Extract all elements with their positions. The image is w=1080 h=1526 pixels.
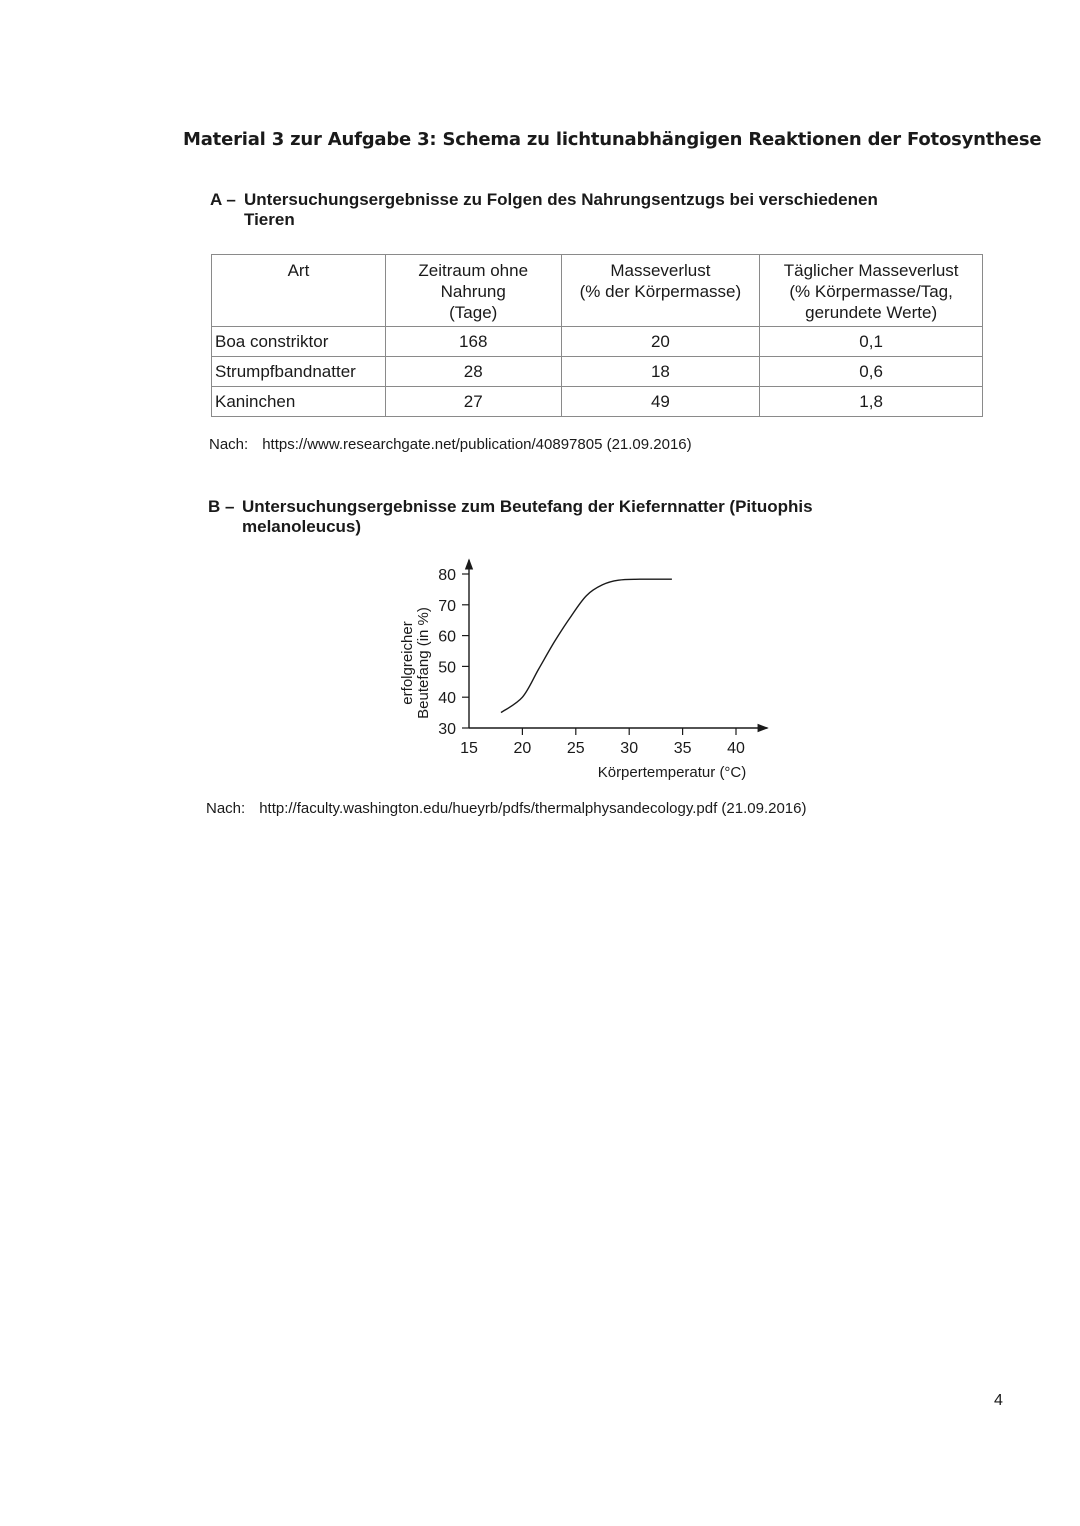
table-cell: Kaninchen bbox=[212, 387, 386, 417]
table-row bbox=[212, 357, 983, 387]
series-line bbox=[501, 579, 672, 712]
table-row bbox=[212, 327, 983, 357]
y-tick-label: 60 bbox=[438, 628, 456, 646]
source-b-label: Nach: bbox=[206, 800, 246, 817]
x-axis-label: Körpertemperatur (°C) bbox=[597, 764, 747, 781]
x-tick-label: 25 bbox=[566, 740, 585, 757]
header-taeglicher-masseverlust bbox=[760, 255, 983, 327]
header-text: Nahrung bbox=[440, 282, 506, 301]
section-a-heading-line1: Untersuchungsergebnisse zu Folgen des Nahrungsentzugs bei verschiedenen bbox=[244, 190, 878, 209]
table-cell: 0,1 bbox=[760, 327, 983, 357]
table-cell: Strumpfbandnatter bbox=[212, 357, 386, 387]
table-cell: 1,8 bbox=[760, 387, 983, 417]
y-tick-label: 50 bbox=[438, 659, 456, 677]
section-a-letter: A – bbox=[210, 190, 236, 209]
source-b-link[interactable]: http://faculty.washington.edu/hueyrb/pdfs/thermalphysandecology.pdf (21.09.2016) bbox=[259, 800, 807, 817]
y-tick-label: 30 bbox=[438, 721, 456, 738]
section-a-heading-line2: Tieren bbox=[244, 210, 295, 229]
material-title: Material 3 zur Aufgabe 3: Schema zu lichtunabhängigen Reaktionen der Fotosynthese bbox=[183, 129, 1042, 150]
table-row bbox=[212, 387, 983, 417]
x-tick-label: 40 bbox=[727, 740, 745, 757]
source-a-link[interactable]: https://www.researchgate.net/publication/40897805 (21.09.2016) bbox=[262, 436, 692, 453]
header-text: Zeitraum ohne bbox=[418, 261, 529, 280]
table-cell: 49 bbox=[561, 387, 760, 417]
header-masseverlust bbox=[561, 255, 760, 327]
table-cell: Boa constriktor bbox=[212, 327, 386, 357]
y-tick-label: 80 bbox=[438, 567, 456, 584]
x-tick-label: 30 bbox=[620, 740, 639, 757]
page-number: 4 bbox=[994, 1392, 1003, 1409]
header-text: (% der Körpermasse) bbox=[579, 282, 742, 301]
table-cell: 27 bbox=[385, 387, 561, 417]
table-cell: 28 bbox=[385, 357, 561, 387]
header-text: (% Körpermasse/Tag, bbox=[789, 282, 953, 301]
source-a bbox=[209, 436, 692, 453]
source-a-label: Nach: bbox=[209, 436, 249, 453]
source-b bbox=[206, 800, 806, 817]
header-text: Masseverlust bbox=[610, 261, 711, 280]
x-tick-label: 15 bbox=[460, 740, 478, 757]
y-axis-label-line2: Beutefang (in %) bbox=[415, 607, 432, 719]
table-cell: 20 bbox=[561, 327, 760, 357]
header-zeitraum bbox=[385, 255, 561, 327]
section-b-heading bbox=[208, 497, 908, 537]
table-cell: 18 bbox=[561, 357, 760, 387]
header-text: gerundete Werte) bbox=[805, 303, 938, 322]
starvation-table bbox=[211, 254, 983, 417]
x-tick-label: 20 bbox=[513, 740, 532, 757]
prey-capture-chart bbox=[380, 550, 780, 785]
y-axis-label-line1: erfolgreicher bbox=[399, 621, 416, 705]
section-b-heading-line1: Untersuchungsergebnisse zum Beutefang der Kiefernnatter (Pituophis bbox=[242, 497, 813, 516]
y-tick-label: 70 bbox=[438, 597, 456, 615]
header-text: (Tage) bbox=[449, 303, 498, 322]
table-cell: 168 bbox=[385, 327, 561, 357]
x-tick-label: 35 bbox=[673, 740, 692, 757]
table-header-row bbox=[212, 255, 983, 327]
section-b-letter: B – bbox=[208, 497, 235, 516]
header-text: Art bbox=[287, 261, 310, 280]
header-art bbox=[212, 255, 386, 327]
table-cell: 0,6 bbox=[760, 357, 983, 387]
section-a-heading bbox=[210, 190, 950, 230]
section-b-heading-line2: melanoleucus) bbox=[242, 517, 362, 536]
header-text: Täglicher Masseverlust bbox=[783, 261, 959, 280]
y-tick-label: 40 bbox=[438, 690, 456, 708]
